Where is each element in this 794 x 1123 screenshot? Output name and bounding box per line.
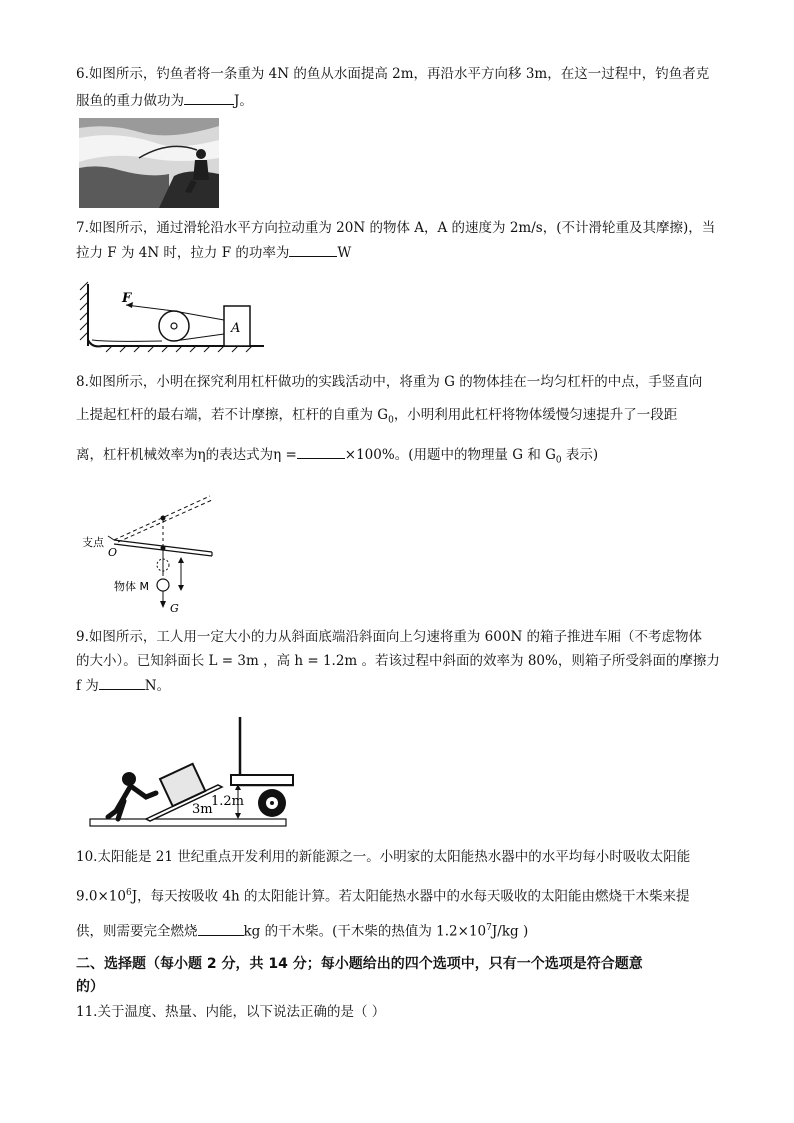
q9-text-b: N。: [144, 678, 171, 694]
q9-line3: [76, 674, 716, 698]
q11-line1: 11.关于温度、热量、内能，以下说法正确的是（ ）: [76, 1004, 386, 1020]
q7-answer-blank: [289, 241, 337, 257]
q8-line3: [76, 443, 716, 473]
q7-line2: [76, 241, 716, 265]
label-G: G: [170, 602, 179, 615]
q10-text-e: J/kg ): [491, 923, 529, 940]
q6-answer-blank: [184, 89, 234, 105]
q6-text-b: J。: [234, 93, 253, 109]
q8-sub-1: 0: [555, 455, 562, 466]
label-height: 1.2m: [211, 794, 245, 809]
q10-sup-7: 7: [486, 923, 492, 933]
lever-diagram: [80, 490, 230, 620]
fishing-photo: [79, 118, 219, 208]
q7-text-b: W: [337, 245, 352, 261]
q9-line1: 9.如图所示，工人用一定大小的力从斜面底端沿斜面向上匀速将重为 600N 的箱子推进车厢（不考虑物体: [76, 629, 703, 645]
q9-line2: 的大小）。已知斜面长 L = 3m ，高 h = 1.2m 。若该过程中斜面的效率为 80%，则箱子所受斜面的摩擦力: [76, 653, 720, 669]
label-F: F: [122, 291, 132, 306]
q8-text-d: ×100%。(用题中的物理量 G 和 G: [344, 447, 556, 463]
q10-line1: 10.太阳能是 21 世纪重点开发利用的新能源之一。小明家的太阳能热水器中的水平均每小时吸收太阳能: [76, 849, 691, 865]
q8-sub-0: 0: [388, 415, 394, 426]
section2-heading-line2: 的）: [76, 979, 104, 995]
q10-answer-blank: [198, 920, 244, 936]
q8-text-e: 表示): [561, 447, 599, 463]
label-pivot: 支点: [82, 536, 104, 549]
label-length: 3m: [192, 802, 213, 817]
q8-line2: [76, 403, 716, 433]
label-O: O: [108, 546, 118, 559]
q9-answer-blank: [99, 674, 145, 690]
q6-line2: [76, 89, 716, 113]
pulley-diagram: [76, 280, 266, 356]
label-A: A: [231, 321, 241, 336]
q10-line3: [76, 916, 716, 944]
q8-answer-blank: [297, 443, 345, 459]
q6-text-a: 服鱼的重力做功为: [76, 93, 184, 109]
q8-text-a: 上提起杠杆的最右端，若不计摩擦，杠杆的自重为 G: [76, 407, 389, 423]
q10-sup-6: 6: [125, 888, 132, 898]
q7-line1: 7.如图所示，通过滑轮沿水平方向拉动重为 20N 的物体 A，A 的速度为 2m/s，(不计滑轮重及其摩擦)，当: [76, 220, 716, 236]
q7-text-a: 拉力 F 为 4N 时，拉力 F 的功率为: [76, 245, 290, 261]
q8-line1: 8.如图所示，小明在探究利用杠杆做功的实践活动中，将重为 G 的物体挂在一均匀杠杆的中点，手竖直向: [76, 374, 703, 390]
q10-line2: [76, 881, 716, 909]
q10-text-a: 9.0×10: [76, 888, 126, 905]
q10-text-b: J，每天按吸收 4h 的太阳能计算。若太阳能热水器中的水每天吸收的太阳能由燃烧干木柴来提: [131, 888, 690, 905]
label-M: 物体 M: [114, 580, 149, 593]
q6-line1: 6.如图所示，钓鱼者将一条重为 4N 的鱼从水面提高 2m，再沿水平方向移 3m，在这一过程中，钓鱼者克: [76, 66, 710, 82]
q10-text-d: kg 的干木柴。(干木柴的热值为 1.2×10: [243, 923, 487, 940]
q8-text-c: 离，杠杆机械效率为η的表达式为η =: [76, 447, 297, 463]
section2-heading-line1: 二、选择题（每小题 2 分，共 14 分；每小题给出的四个选项中，只有一个选项是符合题意: [76, 956, 643, 972]
q9-text-a: f 为: [76, 678, 99, 694]
q10-text-c: 供，则需要完全燃烧: [76, 923, 198, 940]
incline-diagram: [88, 715, 294, 829]
q8-text-b: ，小明利用此杠杆将物体缓慢匀速提升了一段距: [393, 407, 678, 423]
